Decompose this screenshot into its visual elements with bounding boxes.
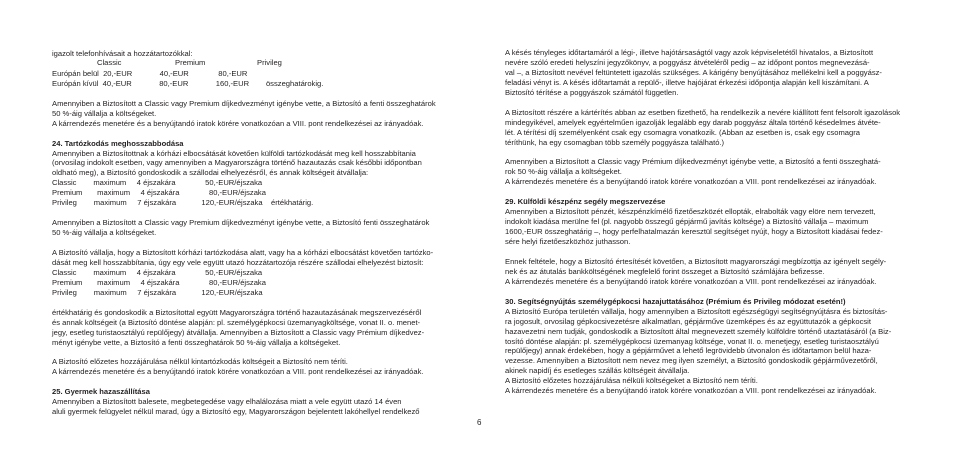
right-text-line: feladási vényt is. A késés időtartamát a repülő-, illetve hajójárat érkezési időpontja alapján kell kiszámítani. A — [505, 77, 869, 87]
left-text-line: Classic maximum 4 éjszakára 50,-EUR/éjszaka — [52, 267, 263, 277]
right-text-line: A Biztosító Európa területén vállalja, hogy amennyiben a Biztosított egészségügyi segítségnyújtásra és biztosítás- — [505, 306, 888, 316]
left-text-line: Amennyiben a Biztosítottnak a kórházi elbocsátását követően külföldi tartózkodását meg kell hosszabbítania — [52, 148, 416, 158]
right-text-line: Ennek feltétele, hogy a Biztosító értesítését követően, a Biztosított magyarországi megbízottja az igényelt segély- — [505, 256, 887, 266]
right-text-line: akinek napidíj és esetleges szállás költségeit átvállalja. — [505, 366, 690, 376]
right-text-line: nevére szóló eredeti helyszíni jegyzőkönyv, a poggyász átvételéről pedig – az időpont pontos megnevezásá- — [505, 57, 870, 67]
right-text-line: Biztosító térítése a poggyászok számától független. — [505, 87, 679, 97]
left-text-line: aluli gyermek felügyelet nélkül marad, úgy a Biztosító egy, Magyarországon bejelentett lakóhellyel rendelkező — [52, 407, 420, 417]
left-text-line: dását meg kell hosszabbítania, úgy egy vele együtt utazó hozzátartozója részére szállodai elhelyezést biztosít: — [52, 257, 424, 267]
left-text-line: oldható meg), a Biztosító gondoskodik a szállodai elhelyezésről, és annak költségeit átvállalja: — [52, 168, 369, 178]
left-text-line: igazolt telefonhívásait a hozzátartozókkal: — [52, 49, 193, 58]
right-text-line: nek és az átutalás bankköltségének megfelelő forint összeget a Biztosító számlájára befizesse. — [505, 266, 825, 276]
right-text-line: mindegyikével, amelyek egyértelműen igazolják legalább egy darab poggyász általa történő késedelmes átvéte- — [505, 117, 881, 127]
left-text-line: Classic maximum 4 éjszakára 50,-EUR/éjszaka — [52, 178, 263, 188]
right-text-line: 1600,-EUR összeghatárig –, hogy perfelhatalmazán keresztül segítséget nyújt, hogy a Biztosított kiadásai fedez- — [505, 227, 883, 237]
right-text-line: A kárrendezés menetére és a benyújtandó iratok körére vonatkozóan a VIII. pont rendelkezései az irányadóak. — [505, 177, 877, 187]
left-text-line: Amennyiben a Biztosított a Classic vagy Premium díjkedvezményt igénybe vette, a Biztosító fenti összeghatárok — [52, 218, 430, 228]
left-text-line: Premium maximum 4 éjszakára 80,-EUR/éjszaka — [52, 188, 266, 198]
right-text-line: repülőjegy) annak érdekében, hogy a gépjárművet a lehető legrövidebb útvonalon és időtartamon belül haza- — [505, 346, 872, 356]
left-text-line: Európán kívül 40,-EUR 80,-EUR 160,-EUR összeghatárokig. — [52, 78, 324, 88]
right-text-line: tosító döntése alapján: pl. személygépkocsi üzemanyag költsége, vonat II. o. menetjegy, esetleg turistaosztályú — [505, 336, 879, 346]
right-text-line: val –, a Biztosított nevével feltüntetett igazolás szükséges. A kárigény benyújtásához mellékelni kell a poggyász- — [505, 67, 882, 77]
left-text-line: értékhatárig és gondoskodik a Biztosítottal együtt Magyarországra történő hazautazásának megszervezéséről — [52, 307, 422, 317]
left-text-line: 50 %-áig vállalja a költségeket. — [52, 108, 157, 118]
left-heading: 25. Gyermek hazaszállítása — [52, 387, 150, 397]
left-text-line: ményt igénybe vette, a Biztosító a fenti összeghatárok 50 %-áig vállalja a költségeket. — [52, 337, 341, 347]
right-text-line: hazavezetni nem tudják, gondoskodik a Biztosított által megnevezett személy külföldre történő utaztatásáról (a Biz- — [505, 326, 892, 336]
right-text-line: téríthünk, ha egy csomagban több személy poggyásza található.) — [505, 137, 725, 147]
page-number: 6 — [477, 418, 482, 427]
left-text-line: A Biztosító előzetes hozzájárulása nélkül kintartózkodás költségeit a Biztosító nem téríti. — [52, 357, 348, 367]
left-text-line: Európán belül 20,-EUR 40,-EUR 80,-EUR — [52, 68, 248, 78]
right-text-line: rok 50 %-áig vállalja a költségeket. — [505, 167, 622, 177]
left-text-line: (orvosilag indokolt esetben, vagy amennyiben a Magyarországra történő hazautazás csak későbbi időpontban — [52, 158, 422, 168]
right-text-line: lét. A térítési díj személyenként csak egy csomagra vonatkozik. (Abban az esetben is, csak egy csomagra — [505, 127, 860, 137]
right-text-line: vezesse. Amennyiben a Biztosított nem nevez meg ilyen személyt, a Biztosító gondoskodik gépjárművezetőről, — [505, 356, 878, 366]
left-text-line: Privileg maximum 7 éjszakára 120,-EUR/éjszaka értékhatárig. — [52, 198, 314, 208]
left-text-line: Amennyiben a Biztosított a Classic vagy Premium díjkedvezményt igénybe vette, a Biztosító a fenti összeghatárok — [52, 98, 436, 108]
right-text-line: ra jogosult, orvosilag gépkocsivezetésre alkalmatlan, gépjárműve üzemképes és az együttutazók a gépkocsit — [505, 316, 871, 326]
left-text-line: jegy, esetleg turistaosztályú repülőjegy) átvállalja. Amennyiben a Biztosított a Classic vagy Prémium díjkedvez- — [52, 327, 425, 337]
header-privileg: Privileg — [257, 58, 282, 67]
right-text-line: Amennyiben a Biztosított a Classic vagy Prémium díjkedvezményt igénybe vette, a Biztosító a fenti összeghatá- — [505, 157, 881, 167]
left-text-line: A kárrendezés menetére és a benyújtandó iratok körére vonatkozóan a VIII. pont rendelkezései az irányadóak. — [52, 118, 424, 128]
left-text-line: A kárrendezés menetére és a benyújtandó iratok körére vonatkozóan a VIII. pont rendelkezései az irányadóak. — [52, 367, 424, 377]
left-text-line: Privileg maximum 7 éjszakára 120,-EUR/éjszaka — [52, 287, 263, 297]
left-text-line: és annak költségeit (a Biztosító döntése alapján: pl. személygépkocsi üzemanyagköltsége, vonat II. o. menet- — [52, 317, 421, 327]
right-text-line: A kárrendezés menetére és a benyújtandó iratok körére vonatkozóan a VIII. pont rendelkezései az irányadóak. — [505, 386, 877, 396]
right-heading: 30. Segítségnyújtás személygépkocsi hazajuttatásához (Prémium és Privileg módozat esetén!) — [505, 296, 846, 306]
header-premium: Premium — [175, 58, 206, 67]
left-text-line: Amennyiben a Biztosított balesete, megbetegedése vagy elhalálozása miatt a vele együtt utazó 14 éven — [52, 397, 402, 407]
right-text-line: A kárrendezés menetére és a benyújtandó iratok körére vonatkozóan a VIII. pont rendelkezései az irányadóak. — [505, 276, 877, 286]
right-heading: 29. Külföldi készpénz segély megszervezése — [505, 197, 666, 207]
left-text-line: 50 %-áig vállalja a költségeket. — [52, 228, 157, 238]
header-classic: Classic — [97, 58, 122, 67]
right-text-line: A Biztosított részére a kártérítés abban az esetben fizethető, ha rendelkezik a nevére kiállított fent felsorolt igazolások — [505, 107, 901, 117]
left-text-line: Premium maximum 4 éjszakára 80,-EUR/éjszaka — [52, 277, 266, 287]
right-text-line: A Biztosító előzetes hozzájárulása nélküli költségeket a Biztosító nem téríti. — [505, 376, 758, 386]
left-text-line: A Biztosító vállalja, hogy a Biztosított kórházi tartózkodása alatt, vagy ha a kórházi elbocsátást követően tartózko- — [52, 248, 434, 257]
right-text-line: A késés tényleges időtartamáról a légi-, illetve hajótársaságtól vagy azok képviseletétől hivatalos, a Biztosított — [505, 47, 874, 57]
right-text-line: Amennyiben a Biztosított pénzét, készpénzkímélő fizetőeszközét ellopták, elrabolták vagy elöre nem tervezett, — [505, 207, 876, 217]
right-text-line: indokolt kiadása merülne fel (pl. nagyobb összegű gépjármű javítás költsége) a Biztosító vállalja – maximum — [505, 217, 869, 227]
right-text-line: sére helyi fizetőeszközhöz juthasson. — [505, 237, 631, 246]
left-heading: 24. Tartózkodás meghosszabbodása — [52, 138, 184, 148]
